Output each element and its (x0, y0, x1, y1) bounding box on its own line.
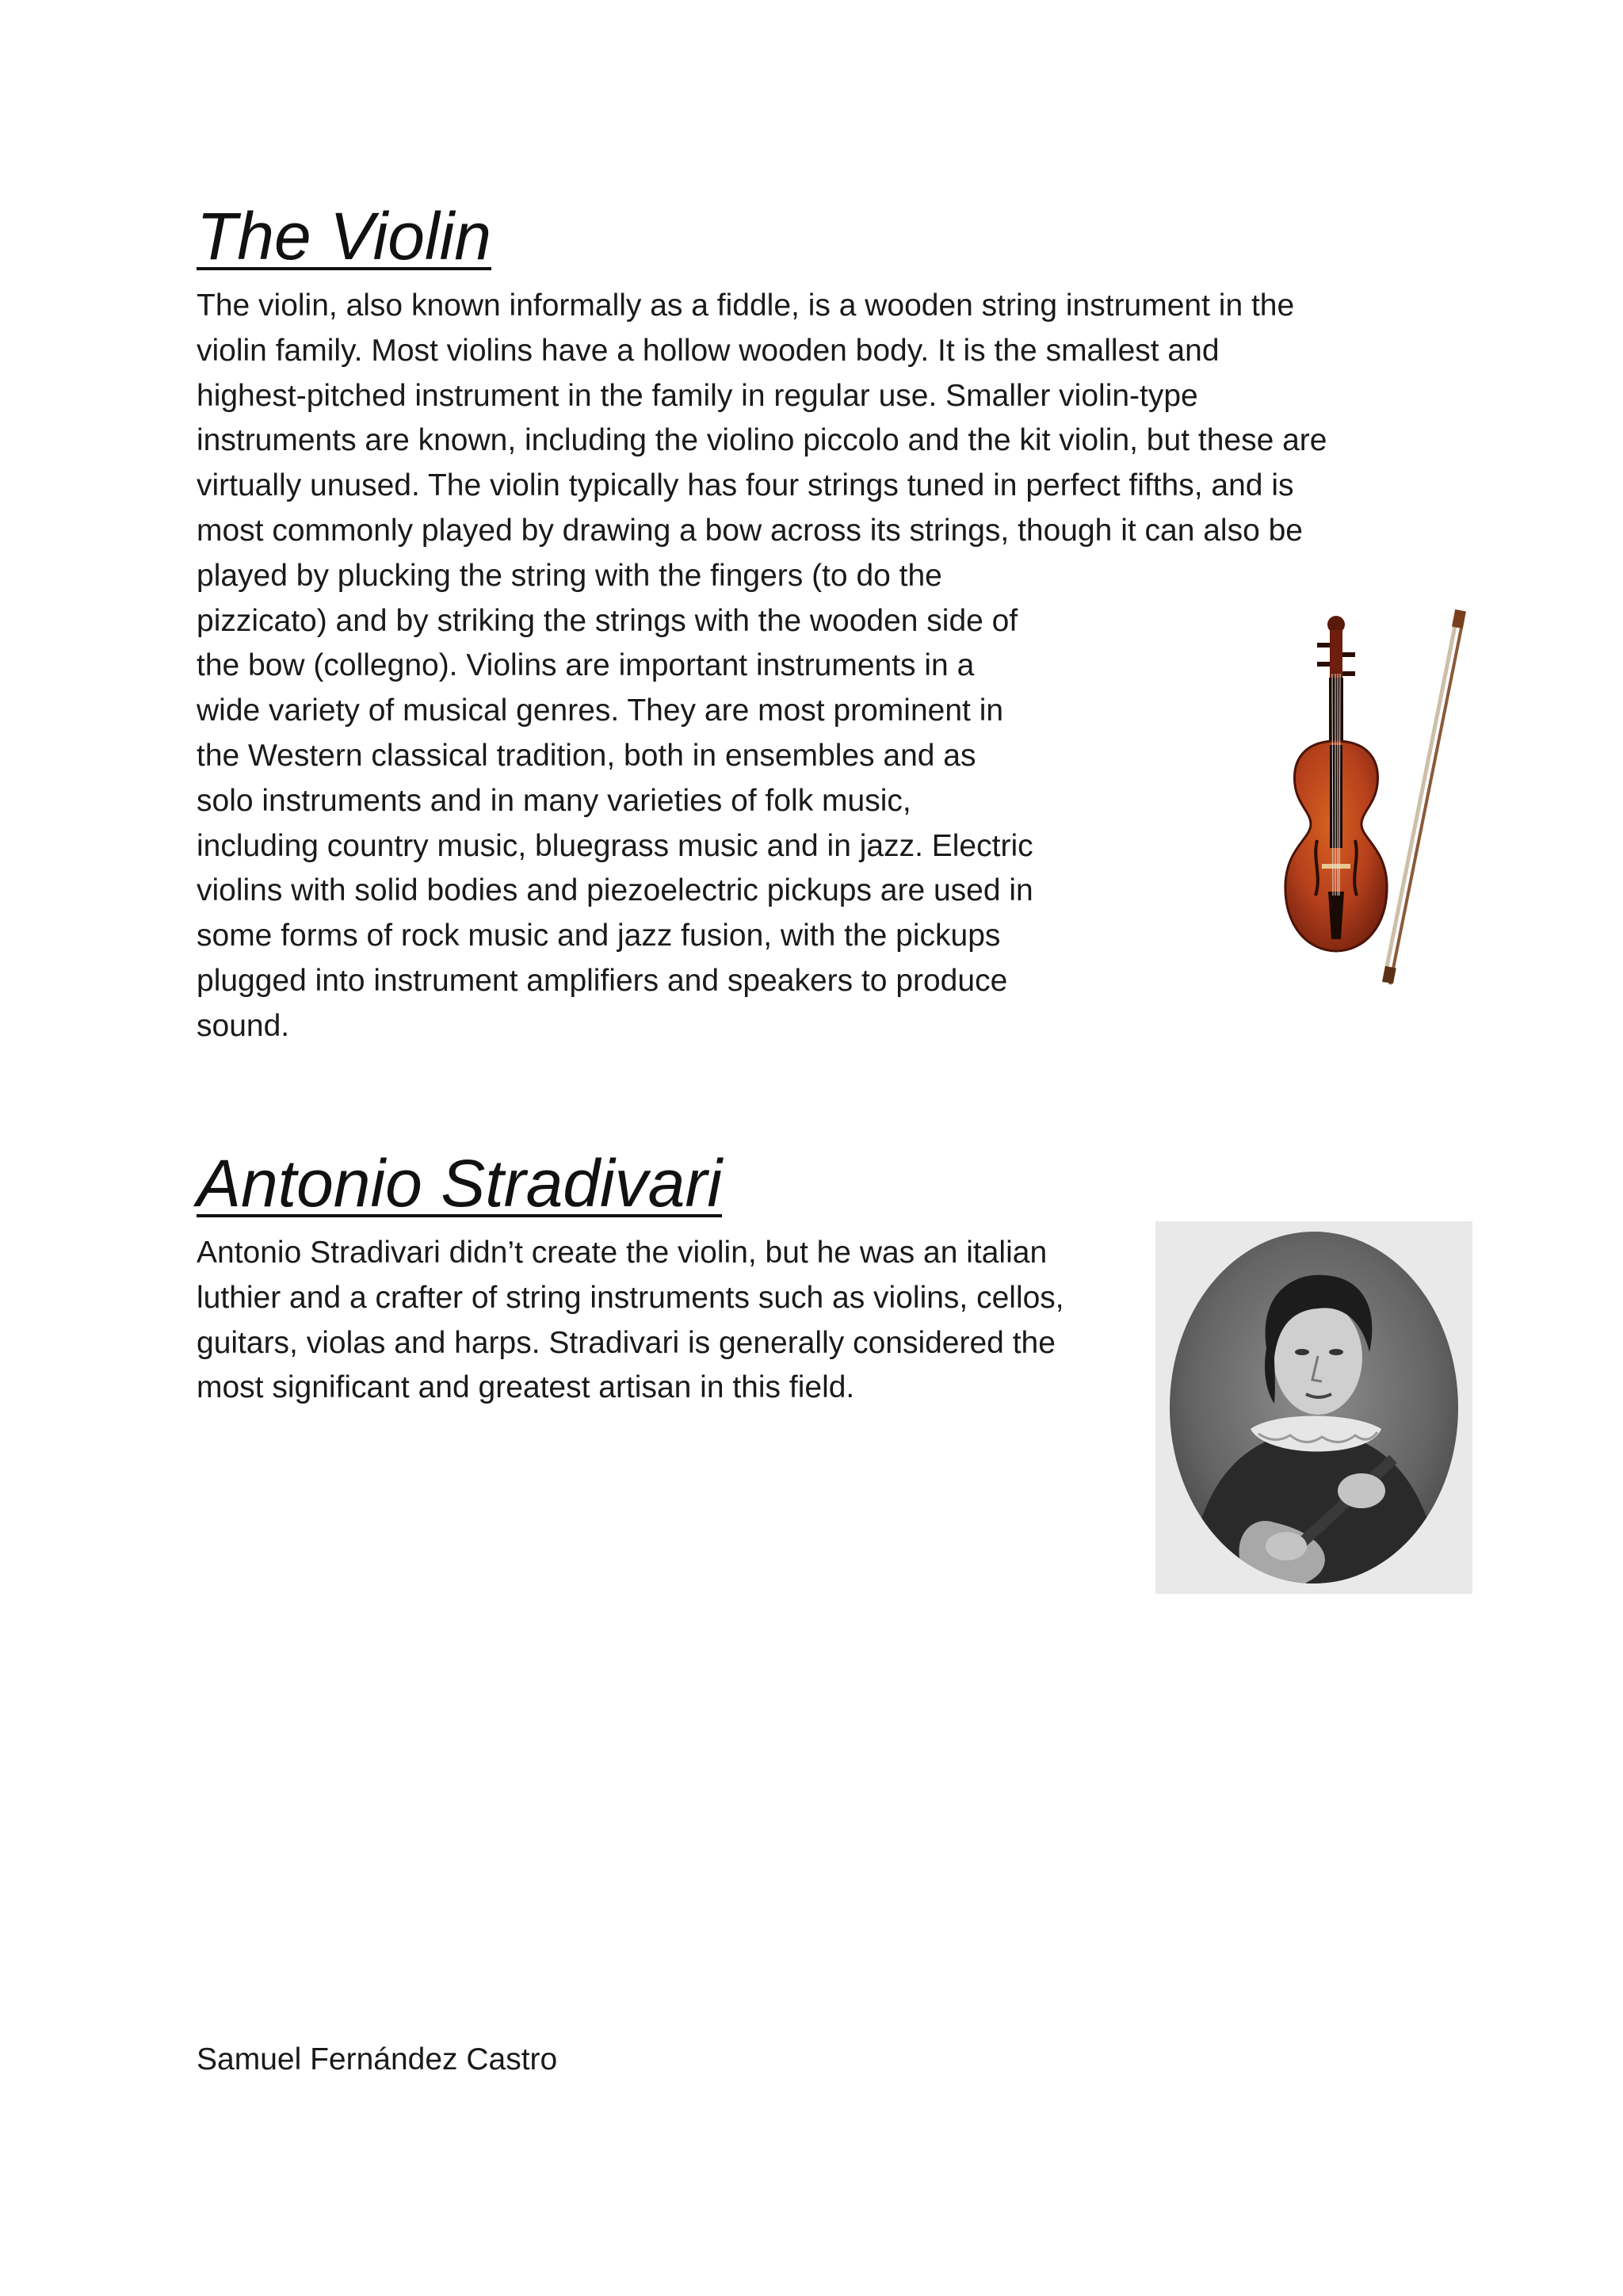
violin-paragraph (197, 284, 1327, 1049)
violin-image (1244, 586, 1482, 999)
violin-heading: The Violin (197, 199, 492, 273)
violin-text-line: solo instruments and in many varieties of folk music, (197, 783, 911, 818)
violin-text-line: pizzicato) and by striking the strings with the wooden side of (197, 603, 1018, 638)
violin-text-line: the Western classical tradition, both in ensembles and as (197, 738, 976, 773)
stradivari-paragraph (197, 1231, 1064, 1411)
violin-text-line: played by plucking the string with the fingers (to do the (197, 558, 942, 593)
stradivari-portrait-image (1155, 1221, 1472, 1594)
violin-text-line: violins with solid bodies and piezoelectric pickups are used in (197, 873, 1033, 908)
violin-text-line: instruments are known, including the violino piccolo and the kit violin, but these are (197, 423, 1327, 458)
violin-text-line: violin family. Most violins have a hollow wooden body. It is the smallest and (197, 333, 1220, 368)
violin-icon (1244, 586, 1482, 999)
stradivari-text-line: luthier and a crafter of string instruments such as violins, cellos, (197, 1280, 1064, 1315)
stradivari-text-line: most significant and greatest artisan in this field. (197, 1370, 855, 1405)
stradivari-text-line: guitars, violas and harps. Stradivari is generally considered the (197, 1325, 1056, 1360)
violin-text-line: wide variety of musical genres. They are most prominent in (197, 693, 1004, 728)
violin-text-line: The violin, also known informally as a fiddle, is a wooden string instrument in the (197, 288, 1295, 323)
violin-text-line: most commonly played by drawing a bow across its strings, though it can also be (197, 513, 1304, 548)
violin-text-line: the bow (collegno). Violins are important instruments in a (197, 648, 975, 683)
violin-text-line: some forms of rock music and jazz fusion, with the pickups (197, 919, 1001, 953)
author-name: Samuel Fernández Castro (197, 2042, 558, 2076)
violin-text-line: highest-pitched instrument in the family in regular use. Smaller violin-type (197, 378, 1198, 413)
portrait-icon (1155, 1221, 1472, 1594)
violin-text-line: sound. (197, 1008, 290, 1043)
violin-text-line: including country music, bluegrass music and in jazz. Electric (197, 828, 1033, 863)
stradivari-text-line: Antonio Stradivari didn’t create the violin, but he was an italian (197, 1236, 1048, 1270)
violin-text-line: plugged into instrument amplifiers and speakers to produce (197, 963, 1008, 998)
stradivari-heading: Antonio Stradivari (197, 1146, 723, 1221)
violin-text-line: virtually unused. The violin typically has four strings tuned in perfect fifths, and is (197, 468, 1294, 503)
